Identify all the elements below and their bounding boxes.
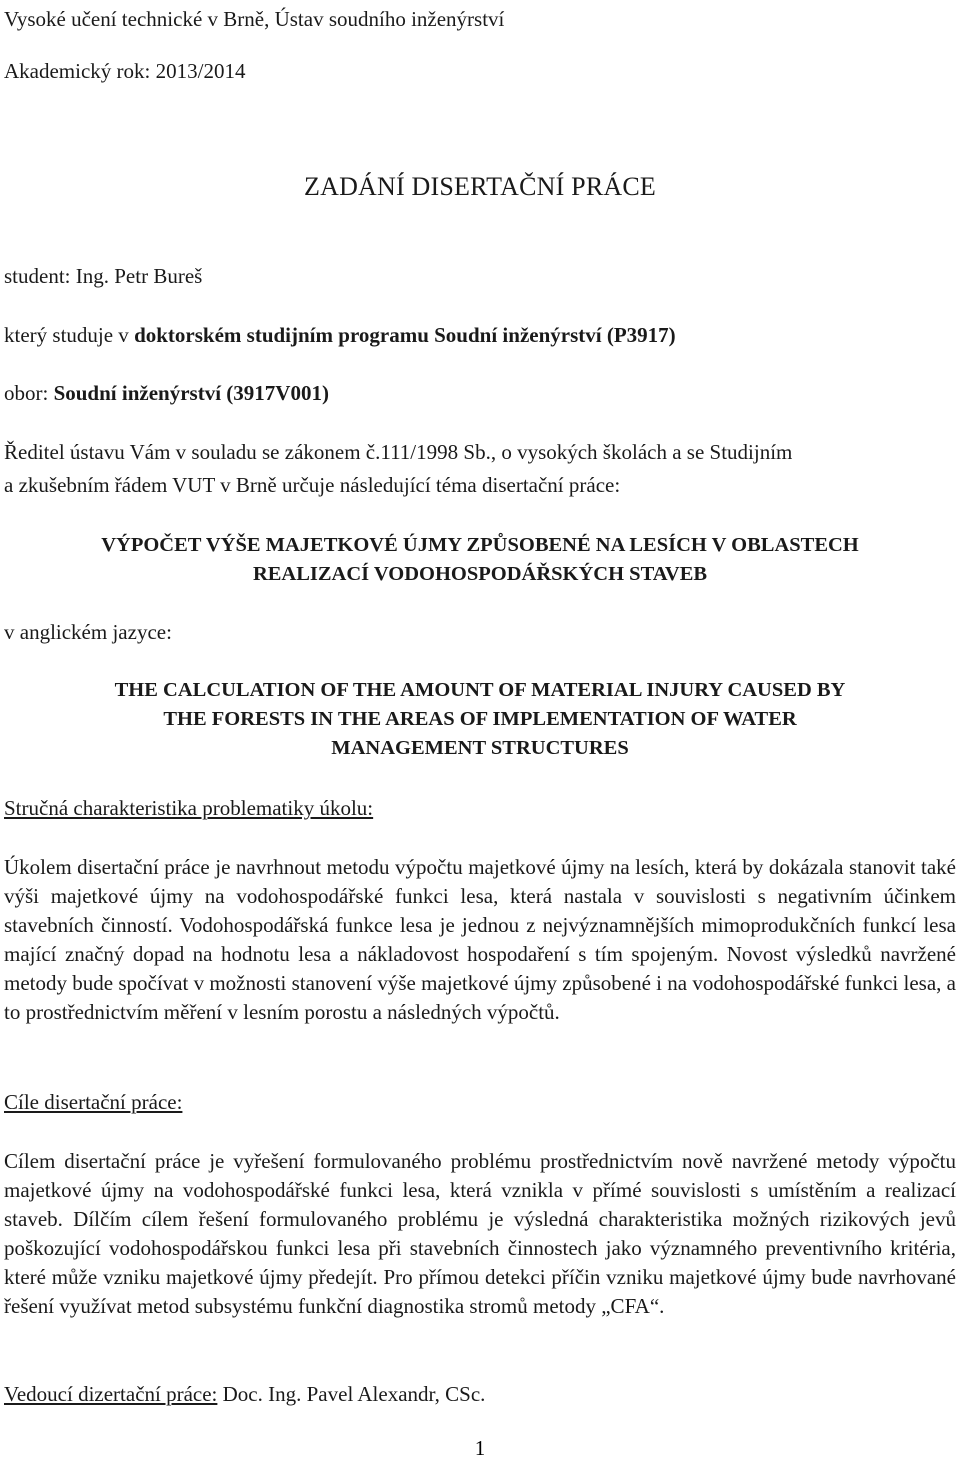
supervisor-name: Doc. Ing. Pavel Alexandr, CSc. bbox=[222, 1382, 486, 1406]
document-title: ZADÁNÍ DISERTAČNÍ PRÁCE bbox=[304, 172, 656, 201]
thesis-title-en-line-3: MANAGEMENT STRUCTURES bbox=[331, 737, 629, 759]
goals-text: Cílem disertační práce je vyřešení formulovaného problému prostřednictvím nově navržené metody výpočtu majetkové újmy na vodohospodářské funkci lesa, která vznikla v přímé souvislosti s umístěním a realizací staveb. Dílčím cílem řešení formulovaného problému je výsledná charakteristika možných rizikových jevů poškozující vodohospodářskou funkci lesa při stavebních činnostech jako významného preventivního kritéria, které může vzniku majetkové újmy předejít. Pro přímou detekci příčin vzniku majetkové újmy bude navrhované řešení využívat metod subsystému funkční diagnostika stromů metody „CFA“. bbox=[4, 1149, 956, 1318]
thesis-title-en-line-1: THE CALCULATION OF THE AMOUNT OF MATERIAL INJURY CAUSED BY bbox=[114, 679, 846, 701]
student-line bbox=[4, 263, 202, 289]
program-line bbox=[4, 322, 676, 348]
institution-line: Vysoké učení technické v Brně, Ústav soudního inženýrství bbox=[4, 7, 505, 31]
goals-heading: Cíle disertační práce: bbox=[4, 1090, 183, 1114]
program-prefix: který studuje v bbox=[4, 323, 129, 347]
field-line bbox=[4, 380, 329, 406]
supervisor-label: Vedoucí dizertační práce: bbox=[4, 1382, 218, 1406]
thesis-title-cz-line-2: REALIZACÍ VODOHOSPODÁŘSKÝCH STAVEB bbox=[252, 563, 708, 585]
directive-line-2: a zkušebním řádem VUT v Brně určuje následující téma disertační práce: bbox=[4, 473, 621, 497]
field-name: Soudní inženýrství (3917V001) bbox=[53, 381, 329, 405]
academic-year: Akademický rok: 2013/2014 bbox=[4, 59, 246, 83]
page-number: 1 bbox=[474, 1436, 486, 1460]
student-name: Ing. Petr Bureš bbox=[75, 264, 203, 288]
thesis-title-en-line-2: THE FORESTS IN THE AREAS OF IMPLEMENTATION OF WATER bbox=[163, 708, 797, 730]
directive-line-1: Ředitel ústavu Vám v souladu se zákonem č.111/1998 Sb., o vysokých školách a se Studijním bbox=[4, 440, 793, 464]
characteristics-text: Úkolem disertační práce je navrhnout metodu výpočtu majetkové újmy na lesích, která by dokázala stanovit také výši majetkové újmy na vodohospodářské funkci lesa, která nastala v souvislosti s negativním účinkem stavebních činností. Vodohospodářská funkce lesa je jednou z nejvýznamnějších mimoprodukčních funkcí lesa mající značný dopad na hodnotu lesa a nákladovost hospodaření s tím spojeným. Novost výsledků navržené metody bude spočívat v možnosti stanovení výše majetkové újmy způsobené i na vodohospodářské funkci lesa, a to prostřednictvím měření v lesním porostu a následných výpočtů. bbox=[4, 855, 956, 1024]
characteristics-heading: Stručná charakteristika problematiky úkolu: bbox=[4, 796, 374, 820]
field-label: obor: bbox=[4, 381, 49, 405]
program-name: doktorském studijním programu Soudní inženýrství (P3917) bbox=[134, 323, 676, 347]
english-label: v anglickém jazyce: bbox=[4, 620, 172, 644]
thesis-title-cz-line-1: VÝPOČET VÝŠE MAJETKOVÉ ÚJMY ZPŮSOBENÉ NA LESÍCH V OBLASTECH bbox=[101, 534, 859, 556]
supervisor-line bbox=[4, 1381, 485, 1407]
student-label: student: bbox=[4, 264, 71, 288]
